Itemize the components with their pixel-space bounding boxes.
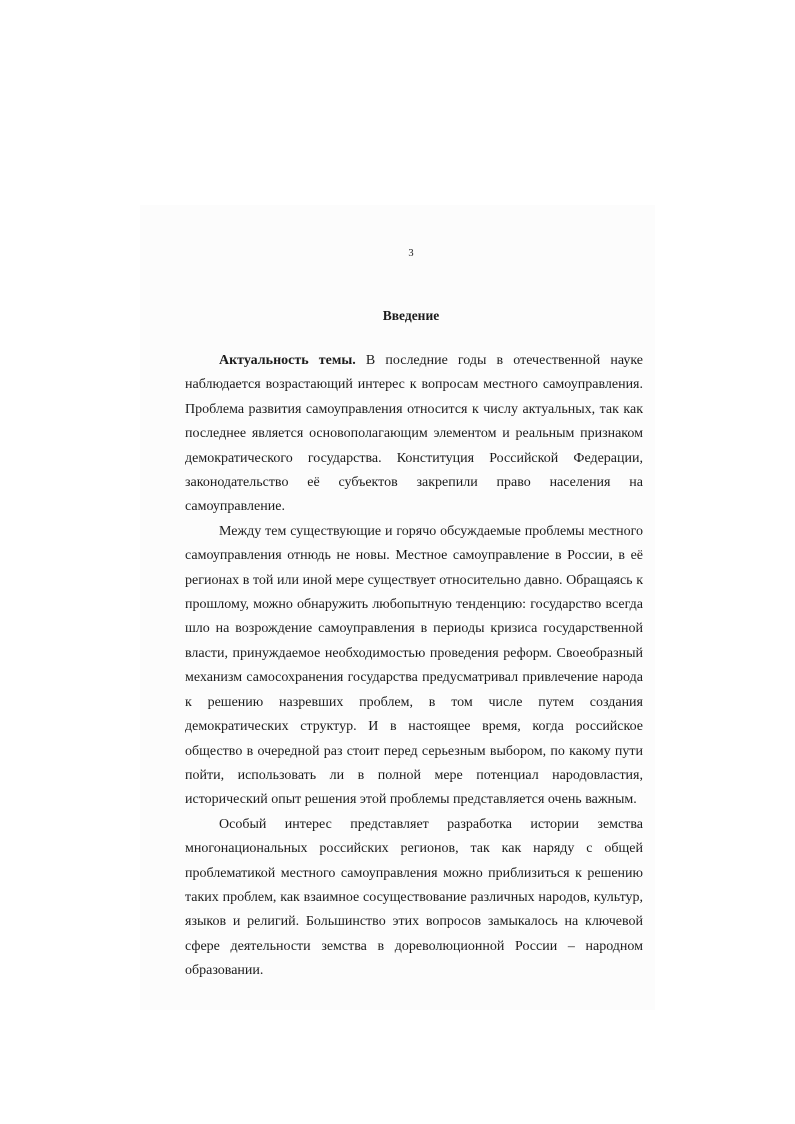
paragraph-relevance	[185, 349, 643, 520]
body-text	[185, 349, 643, 984]
paragraph-lead: Актуальность темы.	[219, 353, 356, 368]
paragraph-text: В последние годы в отечественной науке наблюдается возрастающий интерес к вопросам местного самоуправления. Проблема развития самоуправления относится к числу актуальных, так как последнее является основополагающим элементом и реальным признаком демократического государства. Конституция Российской Федерации, законодательство её субъектов закрепили право населения на самоуправление.	[185, 353, 643, 515]
paragraph-history: Между тем существующие и горячо обсуждаемые проблемы местного самоуправления отнюдь не новы. Местное самоуправление в России, в её регионах в той или иной мере существует относительно давно. Обращаясь к прошлому, можно обнаружить любопытную тенденцию: государство всегда шло на возрождение самоуправления в периоды кризиса государственной власти, принуждаемое необходимостью проведения реформ. Своеобразный механизм самосохранения государства предусматривал привлечение народа к решению назревших проблем, в том числе путем создания демократических структур. И в настоящее время, когда российское общество в очередной раз стоит перед серьезным выбором, по какому пути пойти, использовать ли в полной мере потенциал народовластия, исторический опыт решения этой проблемы представляется очень важным.	[185, 523, 643, 808]
page-number: 3	[408, 248, 414, 259]
paragraph-regions: Особый интерес представляет разработка истории земства многонациональных российских регионов, так как наряду с общей проблематикой местного самоуправления можно приблизиться к решению таких проблем, как взаимное сосуществование различных народов, культур, языков и религий. Большинство этих вопросов замыкалось на ключевой сфере деятельности земства в дореволюционной России – народном образовании.	[185, 816, 643, 979]
section-title: Введение	[382, 308, 440, 323]
